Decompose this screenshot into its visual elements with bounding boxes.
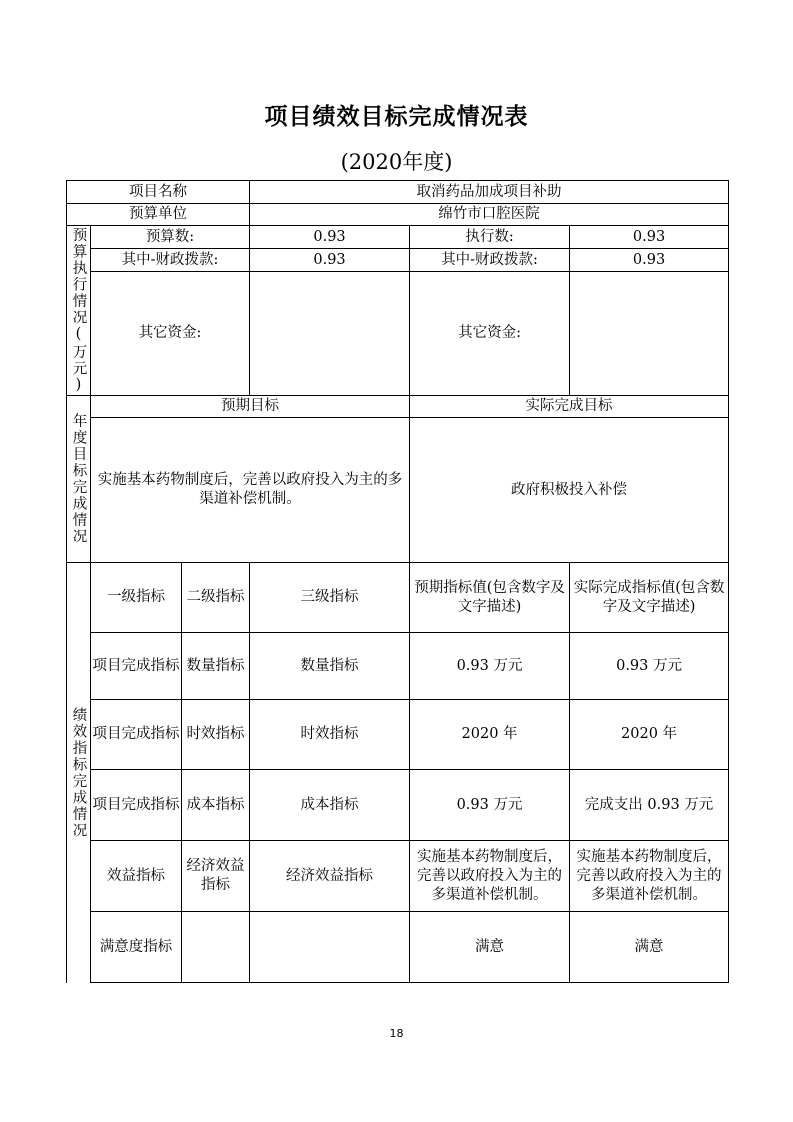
- performance-table: [66, 180, 729, 983]
- expected-goal-header: 预期目标: [91, 396, 410, 418]
- row-level1: 满意度指标: [91, 912, 182, 983]
- row-level3: [250, 912, 410, 983]
- other-funds-label: 其它资金:: [91, 272, 250, 396]
- header-level3: 三级指标: [250, 563, 410, 633]
- exec-label: 执行数:: [410, 226, 570, 249]
- budget-unit-label: 预算单位: [67, 204, 250, 226]
- row-expected-text: 实施基本药物制度后，完善以政府投入为主的多渠道补偿机制。: [417, 848, 563, 903]
- header-level1: 一级指标: [91, 563, 182, 633]
- header-expected: [410, 563, 570, 633]
- row-level2-text: 经济效益指标: [186, 858, 245, 893]
- indicator-header-row: [67, 563, 729, 633]
- row-level3: 时效指标: [250, 700, 410, 770]
- row-expected: 2020 年: [410, 700, 570, 770]
- row-actual: 0.93 万元: [570, 633, 729, 700]
- row-level1: 项目完成指标: [91, 700, 182, 770]
- row-expected: 0.93 万元: [410, 633, 570, 700]
- row-expected: 0.93 万元: [410, 770, 570, 841]
- other-funds-row: [67, 272, 729, 396]
- expected-goal-text: [91, 418, 410, 563]
- row-level3: 数量指标: [250, 633, 410, 700]
- row-level1: 效益指标: [91, 841, 182, 912]
- header-level2: 二级指标: [182, 563, 250, 633]
- budget-unit-value: 绵竹市口腔医院: [250, 204, 729, 226]
- row-actual-text: 实施基本药物制度后，完善以政府投入为主的多渠道补偿机制。: [576, 848, 722, 903]
- table-row: [67, 912, 729, 983]
- annual-section-label: [67, 396, 91, 563]
- header-expected-text: 预期指标值(包含数字及文字描述): [414, 579, 565, 615]
- budget-value: 0.93: [250, 226, 410, 249]
- budget-section-text: 预算执行情况(万元): [70, 226, 87, 395]
- annual-section-text: 年度目标完成情况: [70, 413, 87, 545]
- header-actual-text: 实际完成指标值(包含数字及文字描述): [573, 579, 725, 615]
- row-level2: 成本指标: [182, 770, 250, 841]
- row-actual: 2020 年: [570, 700, 729, 770]
- row-level2: [182, 912, 250, 983]
- other-funds-exec-label: 其它资金:: [410, 272, 570, 396]
- project-name-label: 项目名称: [67, 181, 250, 204]
- project-name-row: [67, 181, 729, 204]
- row-level2: 数量指标: [182, 633, 250, 700]
- row-level3: 成本指标: [250, 770, 410, 841]
- fiscal-row: [67, 249, 729, 272]
- row-actual: 满意: [570, 912, 729, 983]
- row-expected: [410, 841, 570, 912]
- budget-label: 预算数:: [91, 226, 250, 249]
- fiscal-value: 0.93: [250, 249, 410, 272]
- performance-section-label: [67, 563, 91, 983]
- table-row: [67, 770, 729, 841]
- row-actual: 完成支出 0.93 万元: [570, 770, 729, 841]
- fiscal-label: 其中-财政拨款:: [91, 249, 250, 272]
- other-funds-value: [250, 272, 410, 396]
- row-level1: 项目完成指标: [91, 770, 182, 841]
- performance-section-text: 绩效指标完成情况: [70, 706, 87, 839]
- header-actual: [570, 563, 729, 633]
- annual-header-row: [67, 396, 729, 418]
- budget-row: [67, 226, 729, 249]
- expected-goal-content: 实施基本药物制度后，完善以政府投入为主的多渠道补偿机制。: [97, 472, 403, 507]
- table-row: [67, 700, 729, 770]
- row-level2: 时效指标: [182, 700, 250, 770]
- row-level3: 经济效益指标: [250, 841, 410, 912]
- project-name-value: 取消药品加成项目补助: [250, 181, 729, 204]
- row-level1: 项目完成指标: [91, 633, 182, 700]
- table-row: [67, 841, 729, 912]
- annual-content-row: [67, 418, 729, 563]
- budget-section-label: [67, 226, 91, 396]
- actual-goal-text: 政府积极投入补偿: [410, 418, 729, 563]
- page-number: 18: [389, 1027, 404, 1040]
- row-expected: 满意: [410, 912, 570, 983]
- actual-goal-header: 实际完成目标: [410, 396, 729, 418]
- exec-value: 0.93: [570, 226, 729, 249]
- document-subtitle: (2020年度): [340, 150, 453, 174]
- fiscal-exec-value: 0.93: [570, 249, 729, 272]
- fiscal-exec-label: 其中-财政拨款:: [410, 249, 570, 272]
- budget-unit-row: [67, 204, 729, 226]
- row-level2: [182, 841, 250, 912]
- other-funds-exec-value: [570, 272, 729, 396]
- document-title: 项目绩效目标完成情况表: [264, 104, 529, 130]
- row-actual: [570, 841, 729, 912]
- table-row: [67, 633, 729, 700]
